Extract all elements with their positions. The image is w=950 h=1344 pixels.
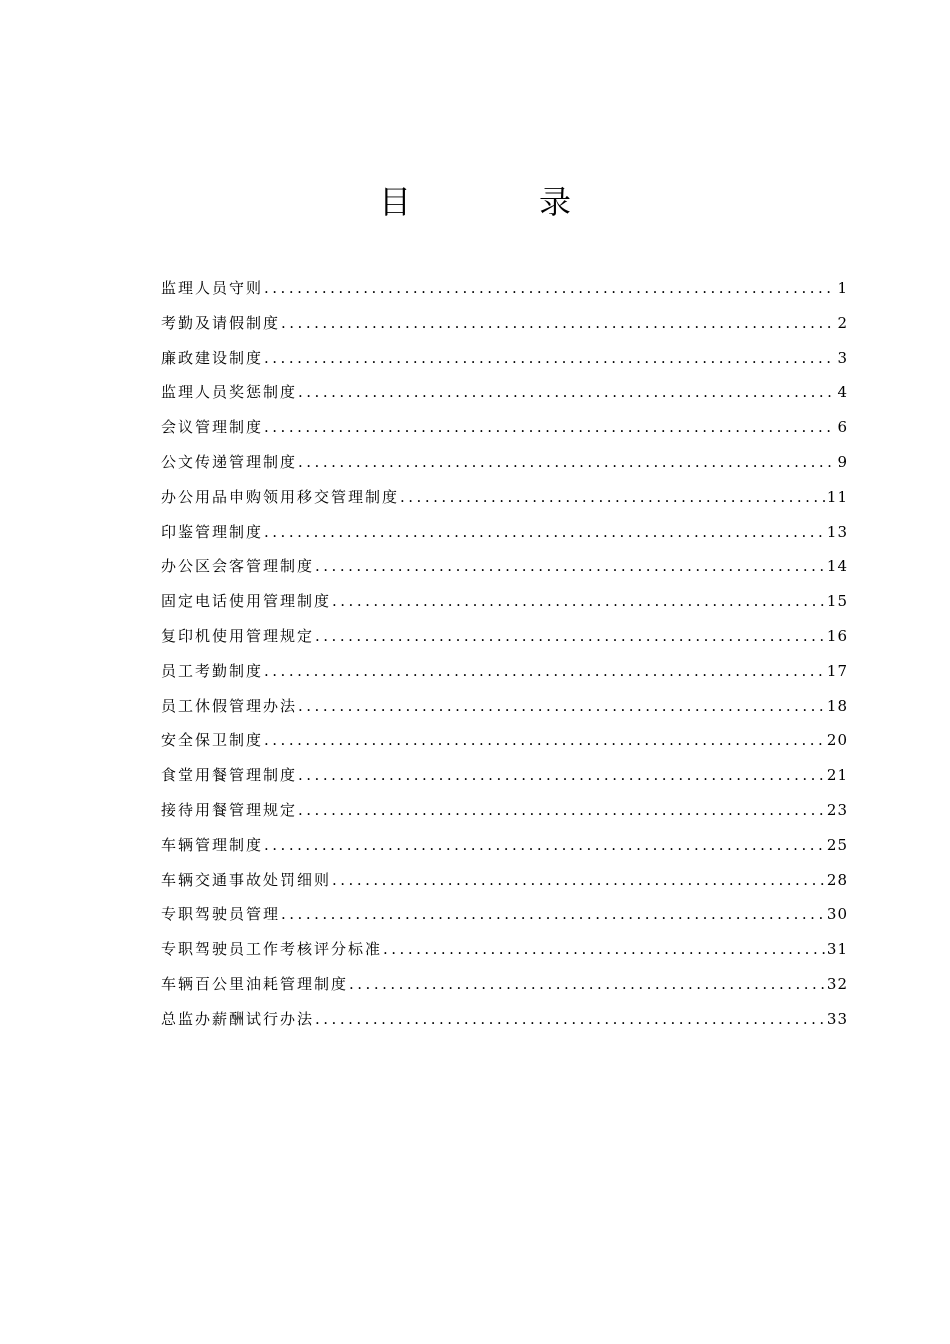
toc-dot-leader <box>298 445 835 480</box>
toc-dot-leader <box>281 897 825 932</box>
toc-dot-leader <box>264 515 825 550</box>
toc-entry-label[interactable]: 安全保卫制度 <box>161 731 264 750</box>
page-title: 目 录 <box>378 183 619 221</box>
toc-entry[interactable] <box>161 375 848 410</box>
toc-dot-leader <box>332 584 825 619</box>
toc-dot-leader <box>298 793 825 828</box>
toc-entry[interactable] <box>161 689 848 724</box>
toc-entry-label[interactable]: 车辆百公里油耗管理制度 <box>161 974 349 993</box>
toc-page-number: 28 <box>826 870 848 889</box>
toc-dot-leader <box>264 654 825 689</box>
toc-entry[interactable] <box>161 863 848 898</box>
toc-page-number: 2 <box>837 313 848 332</box>
toc-page-number: 1 <box>837 279 848 297</box>
toc-page-number: 25 <box>826 835 848 854</box>
toc-dot-leader <box>315 549 825 584</box>
toc-page-number: 30 <box>826 905 848 924</box>
toc-page-number: 23 <box>826 800 848 819</box>
toc-dot-leader <box>315 619 825 654</box>
toc-entry-label[interactable]: 专职驾驶员工作考核评分标准 <box>161 940 383 959</box>
toc-dot-leader <box>281 306 835 341</box>
table-of-contents <box>161 271 848 1037</box>
toc-entry[interactable] <box>161 793 848 828</box>
toc-entry[interactable] <box>161 619 848 654</box>
toc-entry[interactable] <box>161 897 848 932</box>
toc-dot-leader <box>400 480 825 515</box>
toc-entry-label[interactable]: 总监办薪酬试行办法 <box>161 1009 315 1028</box>
toc-page-number: 6 <box>837 418 848 437</box>
toc-page-number: 13 <box>826 522 848 541</box>
toc-dot-leader <box>264 410 835 445</box>
toc-entry[interactable] <box>161 515 848 550</box>
toc-entry[interactable] <box>161 341 848 376</box>
toc-entry-label[interactable]: 接待用餐管理规定 <box>161 800 298 819</box>
toc-entry[interactable] <box>161 758 848 793</box>
toc-page-number: 4 <box>837 383 848 402</box>
toc-page-number: 20 <box>826 731 848 750</box>
toc-dot-leader <box>264 828 825 863</box>
toc-entry[interactable] <box>161 828 848 863</box>
toc-entry-label[interactable]: 印鉴管理制度 <box>161 522 264 541</box>
toc-dot-leader <box>264 271 835 306</box>
toc-page-number: 15 <box>826 592 848 611</box>
toc-entry-label[interactable]: 专职驾驶员管理 <box>161 905 281 924</box>
toc-page-number: 17 <box>826 661 848 680</box>
toc-entry-label[interactable]: 食堂用餐管理制度 <box>161 766 298 785</box>
toc-entry-label[interactable]: 车辆交通事故处罚细则 <box>161 870 332 889</box>
toc-entry[interactable] <box>161 549 848 584</box>
toc-dot-leader <box>298 375 835 410</box>
toc-dot-leader <box>264 341 835 376</box>
toc-page-number: 21 <box>826 766 848 785</box>
toc-entry-label[interactable]: 办公用品申购领用移交管理制度 <box>161 487 400 506</box>
toc-entry[interactable] <box>161 445 848 480</box>
toc-entry-label[interactable]: 公文传递管理制度 <box>161 452 298 471</box>
toc-entry-label[interactable]: 复印机使用管理规定 <box>161 626 315 645</box>
toc-entry[interactable] <box>161 1002 848 1037</box>
toc-entry-label[interactable]: 员工考勤制度 <box>161 661 264 680</box>
toc-page-number: 32 <box>826 974 848 993</box>
toc-entry-label[interactable]: 车辆管理制度 <box>161 835 264 854</box>
toc-page-number: 3 <box>837 348 848 367</box>
toc-page-number: 31 <box>826 940 848 959</box>
toc-dot-leader <box>315 1002 825 1037</box>
toc-entry[interactable] <box>161 584 848 619</box>
toc-page-number: 11 <box>826 487 848 506</box>
toc-page-number: 33 <box>826 1009 848 1028</box>
toc-entry-label[interactable]: 监理人员奖惩制度 <box>161 383 298 402</box>
toc-entry[interactable] <box>161 932 848 967</box>
toc-page-number: 14 <box>826 557 848 576</box>
toc-dot-leader <box>298 758 825 793</box>
toc-entry[interactable] <box>161 723 848 758</box>
toc-entry-label[interactable]: 考勤及请假制度 <box>161 313 281 332</box>
toc-entry[interactable] <box>161 410 848 445</box>
toc-entry[interactable] <box>161 271 848 306</box>
toc-entry-label[interactable]: 固定电话使用管理制度 <box>161 592 332 611</box>
toc-page-number: 9 <box>837 452 848 471</box>
toc-dot-leader <box>332 863 825 898</box>
toc-dot-leader <box>298 689 825 724</box>
toc-page-number: 18 <box>826 696 848 715</box>
toc-entry-label[interactable]: 会议管理制度 <box>161 418 264 437</box>
toc-entry-label[interactable]: 员工休假管理办法 <box>161 696 298 715</box>
toc-entry[interactable] <box>161 306 848 341</box>
toc-entry-label[interactable]: 办公区会客管理制度 <box>161 557 315 576</box>
toc-dot-leader <box>264 723 825 758</box>
toc-dot-leader <box>383 932 825 967</box>
toc-entry[interactable] <box>161 967 848 1002</box>
toc-entry[interactable] <box>161 654 848 689</box>
toc-entry[interactable] <box>161 480 848 515</box>
toc-page-number: 16 <box>826 626 848 645</box>
toc-entry-label[interactable]: 监理人员守则 <box>161 279 264 297</box>
toc-entry-label[interactable]: 廉政建设制度 <box>161 348 264 367</box>
toc-dot-leader <box>349 967 825 1002</box>
